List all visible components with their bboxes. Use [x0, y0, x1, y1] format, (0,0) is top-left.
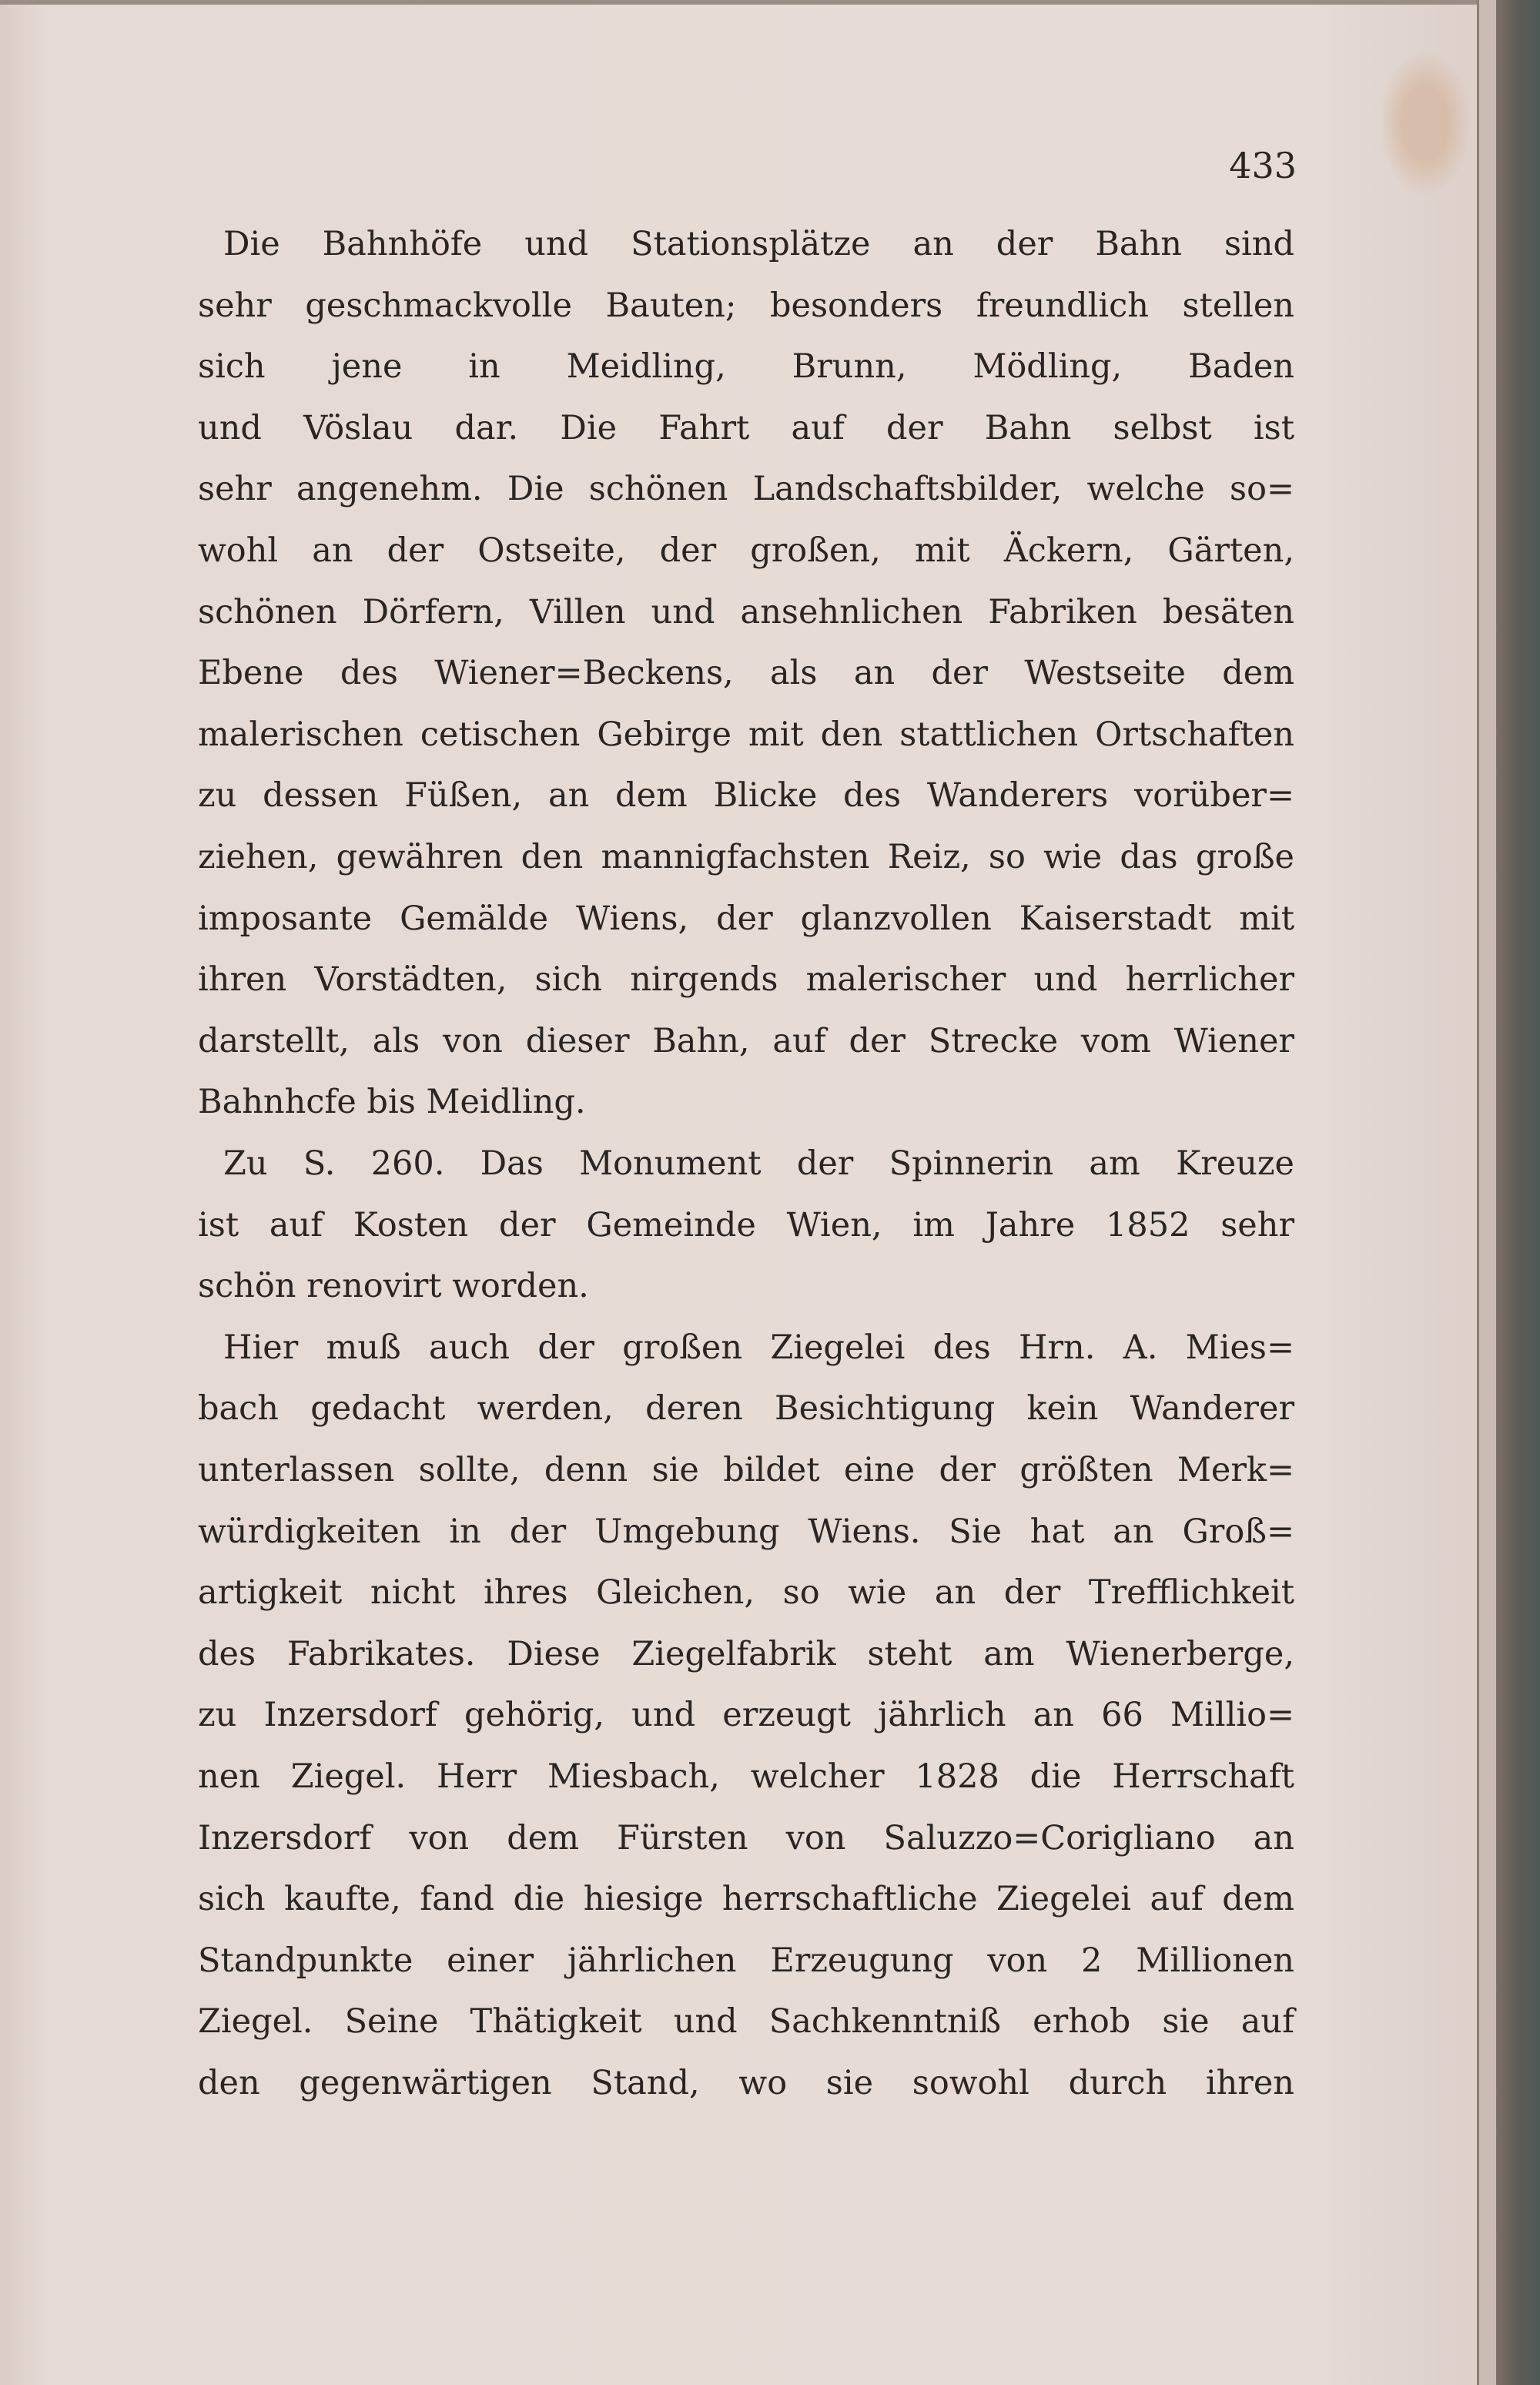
text-line: des Fabrikates. Diese Ziegelfabrik steht am Wienerberge, — [198, 1634, 1294, 1673]
text-line: darstellt, als von dieser Bahn, auf der Strecke vom Wiener — [198, 1021, 1294, 1060]
text-line: sich kaufte, fand die hiesige herrschaftliche Ziegelei auf dem — [198, 1880, 1294, 1919]
book-cover-edge — [1496, 0, 1540, 2385]
text-line: wohl an der Ostseite, der großen, mit Äckern, Gärten, — [198, 531, 1294, 570]
text-line: Ebene des Wiener=Beckens, als an der Westseite dem — [198, 654, 1294, 693]
text-line: und Vöslau dar. Die Fahrt auf der Bahn selbst ist — [198, 408, 1294, 447]
text-line: bach gedacht werden, deren Besichtigung kein Wanderer — [198, 1389, 1294, 1429]
text-line: Bahnhcfe bis Meidling. — [198, 1083, 586, 1122]
text-line: sich jene in Meidling, Brunn, Mödling, Baden — [198, 347, 1294, 387]
text-line: Ziegel. Seine Thätigkeit und Sachkenntniß erhob sie auf — [198, 2002, 1294, 2042]
text-line: zu dessen Füßen, an dem Blicke des Wanderers vorüber= — [198, 776, 1294, 816]
text-line: zu Inzersdorf gehörig, und erzeugt jährlich an 66 Millio= — [198, 1696, 1294, 1735]
text-line: malerischen cetischen Gebirge mit den stattlichen Ortschaften — [198, 715, 1294, 754]
page-number: 433 — [1229, 145, 1297, 186]
text-line: schön renovirt worden. — [198, 1267, 589, 1306]
text-line: ihren Vorstädten, sich nirgends malerischer und herrlicher — [198, 960, 1294, 1000]
text-line: schönen Dörfern, Villen und ansehnlichen Fabriken besäten — [198, 592, 1294, 631]
text-line: ziehen, gewähren den mannigfachsten Reiz, so wie das große — [198, 838, 1294, 876]
text-line: unterlassen sollte, denn sie bildet eine der größten Merk= — [198, 1451, 1294, 1489]
page-top-edge — [0, 0, 1509, 5]
text-line: sehr geschmackvolle Bauten; besonders freundlich stellen — [198, 286, 1294, 325]
text-line: Zu S. 260. Das Monument der Spinnerin am Kreuze — [223, 1144, 1294, 1183]
text-line: den gegenwärtigen Stand, wo sie sowohl durch ihren — [198, 2064, 1294, 2102]
text-line: Die Bahnhöfe und Stationsplätze an der Bahn sind — [223, 225, 1294, 263]
text-line: artigkeit nicht ihres Gleichen, so wie an der Trefflichkeit — [198, 1573, 1294, 1613]
page-fore-edge — [1477, 0, 1496, 2385]
text-line: Standpunkte einer jährlichen Erzeugung von 2 Millionen — [198, 1941, 1294, 1980]
text-line: ist auf Kosten der Gemeinde Wien, im Jahre 1852 sehr — [198, 1205, 1294, 1244]
text-line: sehr angenehm. Die schönen Landschaftsbilder, welche so= — [198, 470, 1294, 509]
text-line: würdigkeiten in der Umgebung Wiens. Sie hat an Groß= — [198, 1512, 1294, 1551]
text-line: Hier muß auch der großen Ziegelei des Hrn. A. Mies= — [223, 1328, 1294, 1367]
text-line: Inzersdorf von dem Fürsten von Saluzzo=Corigliano an — [198, 1818, 1294, 1857]
text-line: imposante Gemälde Wiens, der glanzvollen Kaiserstadt mit — [198, 899, 1294, 938]
text-line: nen Ziegel. Herr Miesbach, welcher 1828 die Herrschaft — [198, 1757, 1294, 1796]
